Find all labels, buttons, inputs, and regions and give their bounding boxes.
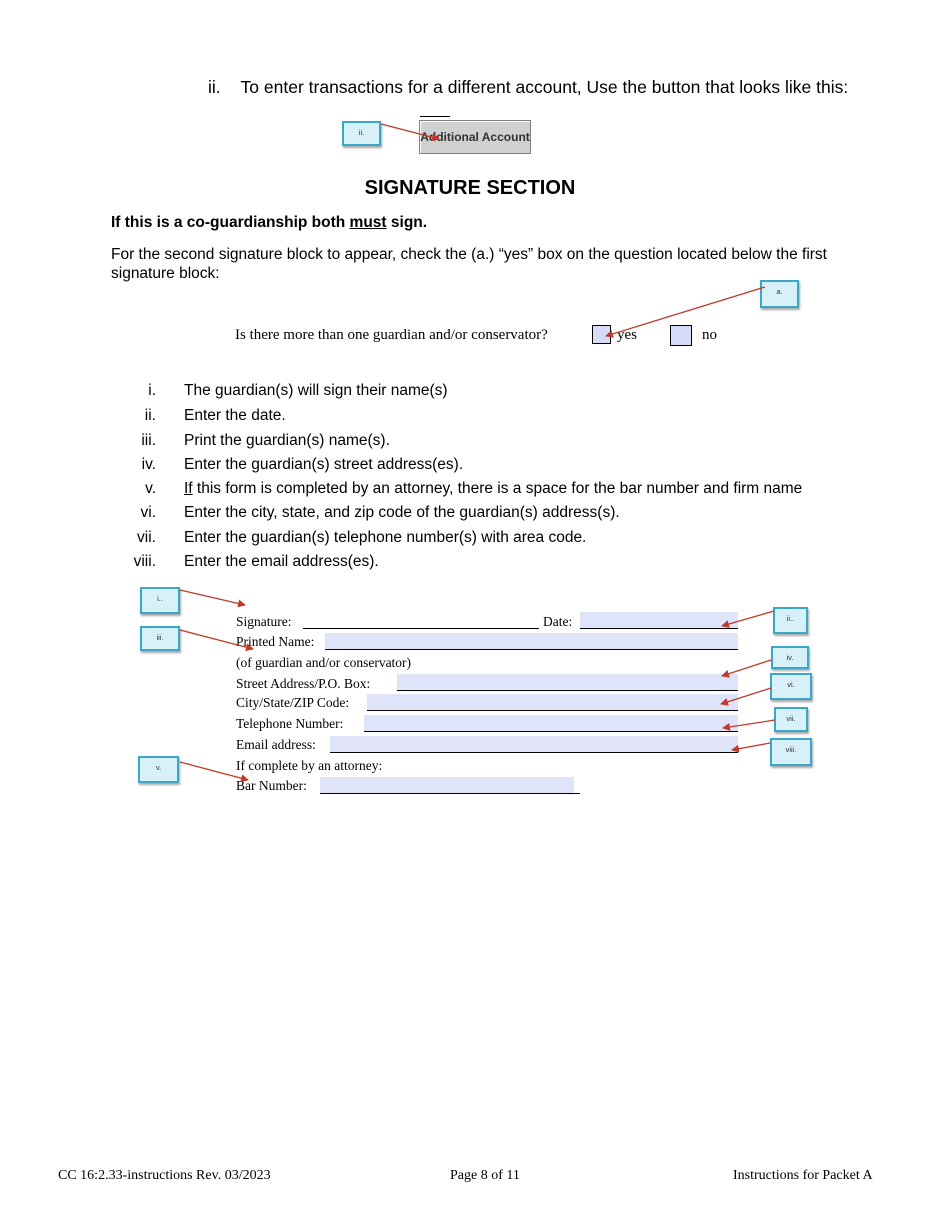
co-guardianship-after: sign.	[386, 214, 428, 231]
list-if: If	[184, 480, 193, 497]
of-guardian-label: (of guardian and/or conservator)	[236, 655, 412, 670]
top-instruction-text: To enter transactions for a different account, Use the button that looks like this:	[240, 77, 849, 97]
bar-number-label: Bar Number:	[236, 778, 307, 793]
list-number: i.	[148, 382, 156, 399]
footer-packet-title: Instructions for Packet A	[733, 1168, 873, 1183]
yes-label: yes	[617, 327, 637, 343]
signature-label: Signature:	[236, 614, 292, 629]
list-text-rest: this form is completed by an attorney, there is a space for the bar number and firm name	[192, 480, 803, 497]
signature-line[interactable]	[303, 628, 539, 629]
callout-iii: iii.	[140, 626, 180, 651]
callout-a: a.	[760, 280, 799, 308]
callout-button-ii: ii.	[342, 121, 381, 146]
printed-name-field[interactable]	[325, 633, 738, 650]
list-text: Print the guardian(s) name(s).	[184, 432, 390, 449]
top-instruction-number: ii.	[208, 77, 221, 97]
callout-vi: vi.	[770, 673, 812, 700]
co-guardianship-before: If this is a co-guardianship both	[111, 214, 350, 231]
bar-number-field[interactable]	[320, 777, 574, 794]
list-text: The guardian(s) will sign their name(s)	[184, 382, 448, 399]
callout-v: v.	[138, 756, 179, 783]
list-number: iii.	[141, 432, 156, 449]
list-number: ii.	[144, 407, 156, 424]
telephone-field[interactable]	[364, 715, 738, 732]
co-guardianship-note	[111, 214, 427, 232]
list-number: v.	[145, 480, 156, 497]
attorney-label: If complete by an attorney:	[236, 758, 383, 773]
callout-i: i..	[140, 587, 180, 614]
email-field[interactable]	[330, 736, 738, 753]
list-text: Enter the guardian(s) street address(es).	[184, 456, 464, 473]
bar-number-line	[320, 793, 580, 794]
signature-section-heading: SIGNATURE SECTION	[364, 177, 576, 199]
street-address-field[interactable]	[397, 674, 738, 691]
callout-viii: viii.	[770, 738, 812, 766]
list-number: iv.	[141, 456, 156, 473]
multiple-guardian-question: Is there more than one guardian and/or conservator?	[235, 327, 548, 343]
arrow-i	[180, 590, 245, 605]
email-label: Email address:	[236, 737, 316, 752]
date-label: Date:	[543, 614, 573, 629]
date-field[interactable]	[580, 612, 738, 629]
second-signature-instruction: For the second signature block to appear, check the (a.) “yes” box on the question located below the first signature block:	[111, 246, 827, 282]
footer-page-number: Page 8 of 11	[450, 1168, 520, 1183]
callout-vii: vii.	[774, 707, 808, 732]
no-checkbox[interactable]	[670, 325, 692, 346]
list-text: Enter the email address(es).	[184, 553, 379, 570]
list-number: vii.	[137, 529, 156, 546]
list-text: Enter the date.	[184, 407, 286, 424]
no-label: no	[702, 327, 717, 343]
callout-iv: iv.	[771, 646, 809, 669]
list-number: viii.	[133, 553, 156, 570]
footer-form-id: CC 16:2.33-instructions Rev. 03/2023	[58, 1168, 271, 1183]
additional-account-button[interactable]: Additional Account	[419, 120, 531, 154]
callout-ii: ii..	[773, 607, 808, 634]
telephone-label: Telephone Number:	[236, 716, 344, 731]
printed-name-label: Printed Name:	[236, 634, 315, 649]
street-address-label: Street Address/P.O. Box:	[236, 676, 371, 691]
list-text: Enter the city, state, and zip code of the guardian(s) address(s).	[184, 504, 620, 521]
list-number: vi.	[140, 504, 156, 521]
co-guardianship-must: must	[349, 214, 387, 231]
list-text	[184, 480, 802, 498]
yes-checkbox[interactable]	[592, 325, 611, 344]
city-state-zip-label: City/State/ZIP Code:	[236, 695, 350, 710]
list-text: Enter the guardian(s) telephone number(s) with area code.	[184, 529, 587, 546]
city-state-zip-field[interactable]	[367, 694, 738, 711]
button-overline	[420, 116, 450, 117]
top-instruction	[208, 77, 848, 98]
